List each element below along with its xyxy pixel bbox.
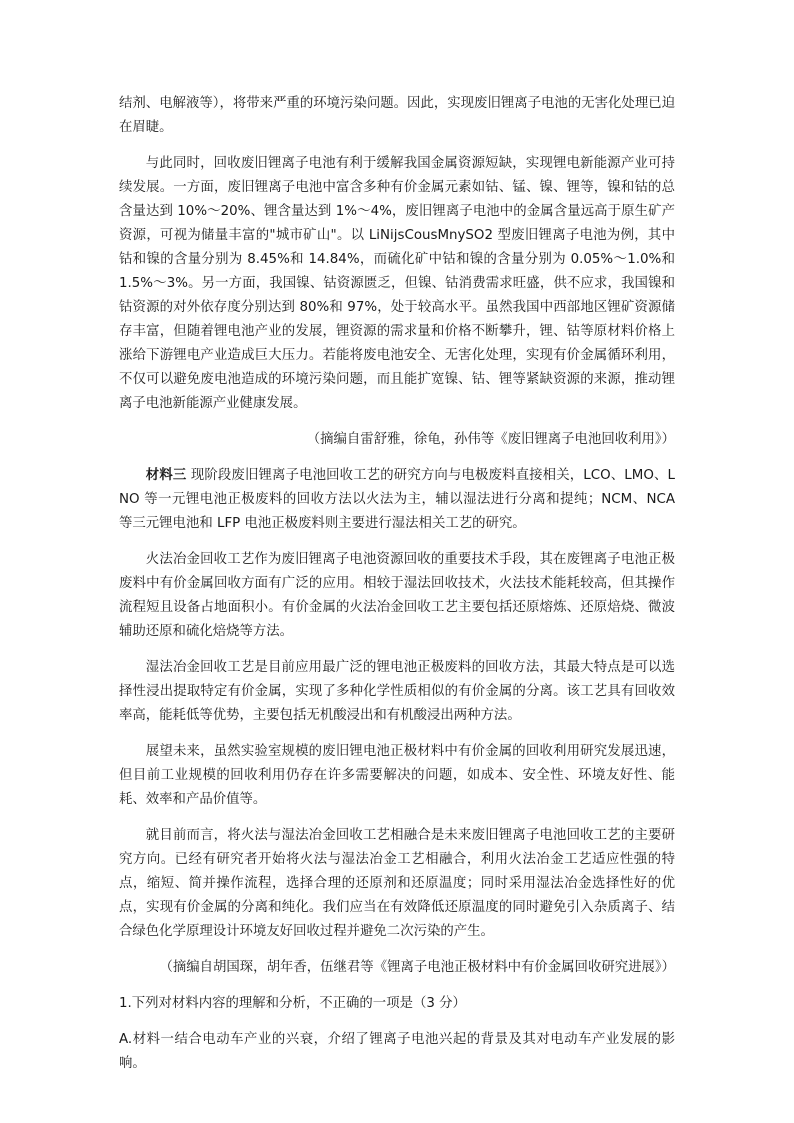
question-1-option-a: A.材料一结合电动车产业的兴衰，介绍了锂离子电池兴起的背景及其对电动车产业发展的影响。 — [119, 1032, 675, 1071]
question-1: 1.下列对材料内容的理解和分析，不正确的一项是（3 分） — [119, 996, 466, 1011]
material3-paragraph — [119, 464, 675, 536]
citation-source-1: （摘编自雷舒雅，徐龟，孙伟等《废旧锂离子电池回收利用》） — [306, 432, 675, 447]
material3-heading: 材料三 — [145, 468, 187, 483]
citation-source-2: （摘编自胡国琛，胡年香，伍继君等《锂离子电池正极材料中有价金属回收研究进展》） — [159, 960, 675, 975]
paragraph-resource-benefit: 与此同时，回收废旧锂离子电池有利于缓解我国金属资源短缺，实现锂电新能源产业可持续发展。一方面，废旧锂离子电池中富含多种有价金属元素如钴、锰、镍、锂等，镍和钴的总含量达到 10%～20%、锂含量达到 1%～4%，废旧锂离子电池中的金属含量远高于原生矿产资源，可视为储量丰富的"城市矿山"。以 LiNijsCousMnySO2 型废旧锂离子电池为例，其中钴和镍的含量分别为 8.45%和 14.84%，而硫化矿中钴和镍的含量分别为 0.05%～1.0%和 1.5%～3%。另一方面，我国镍、钴资源匮乏，但镍、钴消费需求旺盛，供不应求，我国镍和钴资源的对外依存度分别达到 80%和 97%，处于较高水平。虽然我国中西部地区锂矿资源储存丰富，但随着锂电池产业的发展，锂资源的需求量和价格不断攀升，锂、钴等原材料价格上涨给下游锂电产业造成巨大压力。若能将废电池安全、无害化处理，实现有价金属循环利用，不仅可以避免废电池造成的环境污染问题，而且能扩宽镍、钴、锂等紧缺资源的来源，推动锂离子电池新能源产业健康发展。 — [119, 156, 675, 411]
material3-text: 现阶段废旧锂离子电池回收工艺的研究方向与电极废料直接相关，LCO、LMO、LNO 等一元锂电池正极废料的回收方法以火法为主，辅以湿法进行分离和提纯；NCM、NCA 等三元锂电池和 LFP 电池正极废料则主要进行湿法相关工艺的研究。 — [119, 468, 675, 531]
paragraph-pyrometallurgy: 火法冶金回收工艺作为废旧锂离子电池资源回收的重要技术手段，其在废锂离子电池正极废料中有价金属回收方面有广泛的应用。相较于湿法回收技术，火法技术能耗较高，但其操作流程短且设备占地面积小。有价金属的火法冶金回收工艺主要包括还原熔炼、还原焙烧、微波辅助还原和硫化焙烧等方法。 — [119, 552, 675, 639]
paragraph-research-direction: 就目前而言，将火法与湿法冶金回收工艺相融合是未来废旧锂离子电池回收工艺的主要研究方向。已经有研究者开始将火法与湿法冶金工艺相融合，利用火法冶金工艺适应性强的特点，缩短、简并操作流程，选择合理的还原剂和还原温度；同时采用湿法冶金选择性好的优点，实现有价金属的分离和纯化。我们应当在有效降低还原温度的同时避免引入杂质离子、结合绿色化学原理设计环境友好回收过程并避免二次污染的产生。 — [119, 828, 675, 939]
paragraph-outlook: 展望未来，虽然实验室规模的废旧锂电池正极材料中有价金属的回收利用研究发展迅速，但目前工业规模的回收利用仍存在许多需要解决的问题，如成本、安全性、环境友好性、能耗、效率和产品价值等。 — [119, 744, 675, 807]
paragraph-continuation: 结剂、电解液等），将带来严重的环境污染问题。因此，实现废旧锂离子电池的无害化处理已迫在眉睫。 — [119, 96, 675, 135]
document-body — [119, 92, 675, 1088]
paragraph-hydrometallurgy: 湿法冶金回收工艺是目前应用最广泛的锂电池正极废料的回收方法，其最大特点是可以选择性浸出提取特定有价金属，实现了多种化学性质相似的有价金属的分离。该工艺具有回收效率高，能耗低等优势，主要包括无机酸浸出和有机酸浸出两种方法。 — [119, 660, 675, 723]
